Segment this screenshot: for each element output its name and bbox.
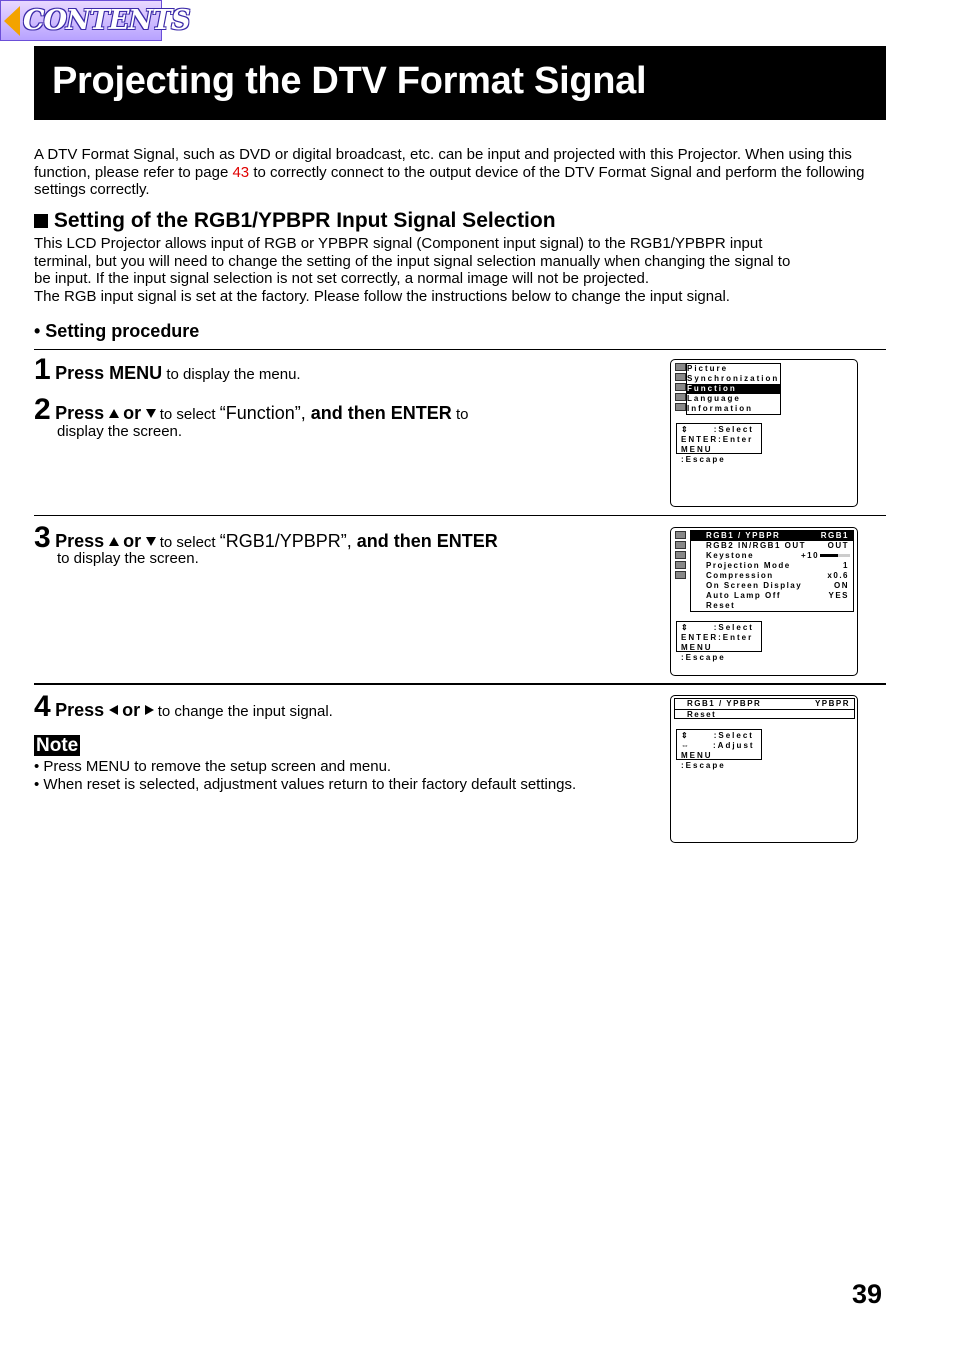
help-line: ENTER:Enter <box>681 435 754 444</box>
osd-help-box <box>676 729 762 770</box>
row-value: RGB1 <box>820 531 849 540</box>
row-value: x0.6 <box>827 571 849 580</box>
sync-icon <box>675 541 686 549</box>
step-2 <box>34 393 468 427</box>
section-line: The RGB input signal is set at the factory. Please follow the instructions below to change the input signal. <box>34 287 730 305</box>
intro-text-cont: to correctly connect to the output device of the DTV Format Signal and perform the following settings correctly. <box>34 163 865 198</box>
row-label: Reset <box>706 601 736 610</box>
row-label: Projection Mode <box>706 561 791 570</box>
note-item: • Press MENU to remove the setup screen and menu. <box>34 758 392 775</box>
page-title: Projecting the DTV Format Signal <box>52 60 647 102</box>
updown-icon: ⇕ <box>681 731 690 740</box>
note-section <box>34 735 80 757</box>
contents-label: CONTENTS <box>23 5 190 36</box>
main-menu <box>686 363 781 415</box>
row-value: YPBPR <box>814 699 850 708</box>
step-or: or <box>123 403 142 423</box>
note-item: • When reset is selected, adjustment values return to their factory default settings. <box>34 775 577 793</box>
down-arrow-icon <box>146 537 156 546</box>
menu-item-information[interactable]: Information <box>687 404 753 413</box>
help-line: :Adjust <box>713 741 755 750</box>
back-arrow-icon <box>4 6 20 36</box>
divider <box>34 683 886 685</box>
osd-screen-input-select <box>670 695 858 843</box>
step-press: Press <box>55 531 105 551</box>
row-value: +10 <box>801 551 820 560</box>
section-body <box>34 235 894 305</box>
row-projection-mode[interactable] <box>691 561 853 571</box>
menu-item-picture[interactable]: Picture <box>687 364 729 373</box>
step-press: Press MENU <box>55 363 163 383</box>
row-label: Keystone <box>706 551 755 560</box>
osd-screen-function-menu <box>670 527 858 676</box>
section-line: This LCD Projector allows input of RGB or YPBPR signal (Component input signal) to the RGB1/YPBPR input <box>34 235 763 252</box>
input-menu <box>674 698 855 719</box>
procedure-heading: • Setting procedure <box>34 321 200 341</box>
section-heading-text: Setting of the RGB1/YPBPR Input Signal Selection <box>53 209 556 232</box>
divider <box>34 515 886 516</box>
row-value: ON <box>834 581 849 590</box>
row-label: Auto Lamp Off <box>706 591 782 600</box>
help-line: :Select <box>713 425 754 434</box>
step-2-line2: display the screen. <box>57 423 183 440</box>
row-label: RGB1 / YPBPR <box>706 531 781 540</box>
step-enter: and then ENTER <box>305 403 452 423</box>
function-menu <box>690 530 854 612</box>
title-bar <box>34 46 886 120</box>
row-value: YES <box>828 591 849 600</box>
down-arrow-icon <box>146 409 156 418</box>
row-compression[interactable] <box>691 571 853 581</box>
language-icon <box>675 561 686 569</box>
note-list <box>34 758 654 793</box>
information-icon <box>675 571 686 579</box>
step-number: 1 <box>34 353 51 386</box>
page-number: 39 <box>852 1279 883 1309</box>
section-heading <box>34 209 556 233</box>
language-icon <box>675 393 686 401</box>
row-reset[interactable] <box>675 710 854 720</box>
menu-item-synchronization[interactable]: Synchronization <box>687 374 780 383</box>
row-rgb2[interactable] <box>691 541 853 551</box>
left-arrow-icon <box>109 705 118 715</box>
menu-item-language[interactable]: Language <box>687 394 741 403</box>
section-line: be input. If the input signal selection is not set correctly, a normal image will not be projected. <box>34 270 650 287</box>
step-4 <box>34 690 333 724</box>
up-arrow-icon <box>109 537 119 546</box>
note-badge: Note <box>36 735 79 756</box>
page-43-link[interactable]: 43 <box>232 163 250 181</box>
function-icon <box>675 383 686 391</box>
row-rgb1-ypbpr[interactable] <box>691 531 853 541</box>
row-value: 1 <box>843 561 849 570</box>
row-keystone[interactable] <box>691 551 853 561</box>
osd-screen-main-menu <box>670 359 858 507</box>
help-line: MENU :Escape <box>681 751 726 770</box>
step-text: to select <box>155 534 220 551</box>
contents-button[interactable] <box>0 0 190 41</box>
row-auto-lamp-off[interactable] <box>691 591 853 601</box>
picture-icon <box>675 531 686 539</box>
row-label: Compression <box>706 571 774 580</box>
leftright-icon: ⇔ <box>681 741 691 750</box>
row-value: OUT <box>827 541 849 550</box>
keystone-slider-fill <box>820 554 838 557</box>
row-label: Reset <box>687 710 717 719</box>
sync-icon <box>675 373 686 381</box>
osd-help-box <box>676 621 762 662</box>
step-text: to select <box>155 406 220 423</box>
row-label: RGB1 / YPBPR <box>687 699 762 708</box>
step-quoted: “RGB1/YPBPR”, <box>219 531 352 551</box>
updown-icon: ⇕ <box>681 425 690 434</box>
row-rgb1-ypbpr[interactable] <box>675 699 854 710</box>
intro-paragraph <box>34 146 890 199</box>
help-line: MENU :Escape <box>681 445 726 464</box>
row-label: On Screen Display <box>706 581 803 590</box>
step-number: 2 <box>34 393 51 426</box>
step-quoted: “Function”, <box>219 403 306 423</box>
osd-help-box <box>676 423 762 464</box>
help-line: :Select <box>713 623 754 632</box>
step-3-line2: to display the screen. <box>57 550 199 567</box>
step-text: to <box>451 406 469 423</box>
row-reset[interactable] <box>691 601 853 611</box>
section-line: terminal, but you will need to change the setting of the input signal selection manually when changing the signal to <box>34 252 791 270</box>
right-arrow-icon <box>145 705 154 715</box>
step-number: 3 <box>34 521 51 554</box>
step-or: or <box>122 700 141 720</box>
step-press: Press <box>55 700 105 720</box>
step-enter: and then ENTER <box>351 531 498 551</box>
help-line: ENTER:Enter <box>681 633 754 642</box>
help-line: :Select <box>713 731 754 740</box>
up-arrow-icon <box>109 409 119 418</box>
row-on-screen-display[interactable] <box>691 581 853 591</box>
function-icon <box>675 551 686 559</box>
help-line: MENU :Escape <box>681 643 726 662</box>
intro-text: A DTV Format Signal, such as DVD or digital broadcast, etc. can be input and projected with this Projector. When using this function, please refer to page <box>34 146 852 181</box>
step-text: to change the input signal. <box>153 703 333 720</box>
information-icon <box>675 403 686 411</box>
menu-item-function[interactable]: Function <box>687 384 780 394</box>
divider <box>34 349 886 350</box>
row-label: RGB2 IN/RGB1 OUT <box>706 541 807 550</box>
step-number: 4 <box>34 690 51 723</box>
keystone-slider[interactable] <box>820 554 850 557</box>
square-bullet-icon <box>34 214 48 228</box>
updown-icon: ⇕ <box>681 623 690 632</box>
step-text: to display the menu. <box>162 366 301 383</box>
picture-icon <box>675 363 686 371</box>
step-1 <box>34 353 301 387</box>
step-press: Press <box>55 403 105 423</box>
step-or: or <box>123 531 142 551</box>
